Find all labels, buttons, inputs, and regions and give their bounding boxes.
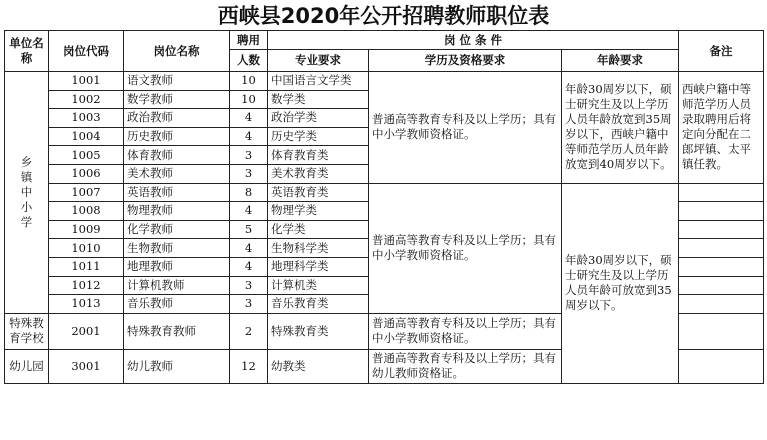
cell-count: 3	[230, 146, 268, 165]
cell-code: 1010	[49, 239, 124, 258]
header-conditions: 岗 位 条 件	[268, 31, 679, 50]
cell-remark-group1: 西峡户籍中等师范学历人员录取聘用后将定向分配在二郎坪镇、太平镇任教。	[679, 72, 764, 184]
cell-edu: 普通高等教育专科及以上学历；具有幼儿教师资格证。	[369, 349, 562, 383]
cell-code: 1004	[49, 127, 124, 146]
cell-major: 历史学类	[268, 127, 369, 146]
cell-code: 1006	[49, 164, 124, 183]
header-row-top	[5, 31, 764, 50]
cell-code: 1003	[49, 109, 124, 128]
cell-name: 体育教师	[124, 146, 230, 165]
cell-remark-empty	[679, 349, 764, 383]
cell-major: 音乐教育类	[268, 295, 369, 314]
cell-name: 化学教师	[124, 220, 230, 239]
cell-count: 4	[230, 127, 268, 146]
cell-major: 体育教育类	[268, 146, 369, 165]
cell-name: 音乐教师	[124, 295, 230, 314]
cell-count: 5	[230, 220, 268, 239]
cell-remark-empty	[679, 183, 764, 202]
header-age: 年龄要求	[562, 50, 679, 72]
cell-major: 生物科学类	[268, 239, 369, 258]
cell-name: 历史教师	[124, 127, 230, 146]
cell-edu: 普通高等教育专科及以上学历；具有中小学教师资格证。	[369, 313, 562, 349]
header-count-bottom: 人数	[230, 50, 268, 72]
cell-code: 1012	[49, 276, 124, 295]
cell-count: 10	[230, 90, 268, 109]
cell-code: 1002	[49, 90, 124, 109]
unit-kindergarten: 幼儿园	[5, 349, 49, 383]
cell-name: 地理教师	[124, 257, 230, 276]
cell-major: 地理科学类	[268, 257, 369, 276]
cell-age-group1: 年龄30周岁以下，硕士研究生及以上学历人员年龄放宽到35周岁以下，西峡户籍中等师范学历人员年龄放宽到40周岁以下。	[562, 72, 679, 184]
cell-name: 生物教师	[124, 239, 230, 258]
cell-age-group2: 年龄30周岁以下，硕士研究生及以上学历人员年龄可放宽到35周岁以下。	[562, 183, 679, 383]
cell-code: 2001	[49, 313, 124, 349]
cell-remark-empty	[679, 276, 764, 295]
cell-major: 政治学类	[268, 109, 369, 128]
cell-count: 4	[230, 202, 268, 221]
cell-remark-empty	[679, 202, 764, 221]
page-title: 西峡县2020年公开招聘教师职位表	[217, 4, 550, 28]
header-edu: 学历及资格要求	[369, 50, 562, 72]
cell-major: 中国语言文学类	[268, 72, 369, 91]
cell-code: 1013	[49, 295, 124, 314]
cell-major: 化学类	[268, 220, 369, 239]
cell-code: 3001	[49, 349, 124, 383]
table-row	[5, 183, 764, 202]
header-code: 岗位代码	[49, 31, 124, 72]
header-major: 专业要求	[268, 50, 369, 72]
cell-code: 1001	[49, 72, 124, 91]
header-name: 岗位名称	[124, 31, 230, 72]
cell-count: 3	[230, 164, 268, 183]
cell-name: 计算机教师	[124, 276, 230, 295]
header-unit: 单位名称	[5, 31, 49, 72]
cell-major: 物理学类	[268, 202, 369, 221]
cell-major: 美术教育类	[268, 164, 369, 183]
cell-major: 特殊教育类	[268, 313, 369, 349]
cell-code: 1008	[49, 202, 124, 221]
cell-code: 1009	[49, 220, 124, 239]
cell-major: 数学类	[268, 90, 369, 109]
cell-code: 1011	[49, 257, 124, 276]
cell-name: 英语教师	[124, 183, 230, 202]
cell-edu-group2: 普通高等教育专科及以上学历；具有中小学教师资格证。	[369, 183, 562, 313]
cell-name: 语文教师	[124, 72, 230, 91]
cell-name: 特殊教育教师	[124, 313, 230, 349]
unit-special: 特殊教育学校	[5, 313, 49, 349]
cell-code: 1005	[49, 146, 124, 165]
cell-major: 计算机类	[268, 276, 369, 295]
cell-name: 物理教师	[124, 202, 230, 221]
cell-count: 10	[230, 72, 268, 91]
header-remark: 备注	[679, 31, 764, 72]
cell-remark-empty	[679, 313, 764, 349]
cell-count: 2	[230, 313, 268, 349]
cell-remark-empty	[679, 220, 764, 239]
cell-code: 1007	[49, 183, 124, 202]
cell-major: 幼教类	[268, 349, 369, 383]
cell-count: 12	[230, 349, 268, 383]
cell-edu-group1: 普通高等教育专科及以上学历；具有中小学教师资格证。	[369, 72, 562, 184]
cell-count: 3	[230, 295, 268, 314]
cell-count: 4	[230, 109, 268, 128]
cell-name: 幼儿教师	[124, 349, 230, 383]
cell-count: 8	[230, 183, 268, 202]
table-row	[5, 72, 764, 91]
cell-count: 3	[230, 276, 268, 295]
positions-table	[4, 30, 764, 384]
header-count-top: 聘用	[230, 31, 268, 50]
cell-remark-empty	[679, 257, 764, 276]
cell-major: 英语教育类	[268, 183, 369, 202]
cell-name: 政治教师	[124, 109, 230, 128]
cell-name: 美术教师	[124, 164, 230, 183]
cell-count: 4	[230, 257, 268, 276]
cell-remark-empty	[679, 239, 764, 258]
cell-count: 4	[230, 239, 268, 258]
cell-remark-empty	[679, 295, 764, 314]
cell-name: 数学教师	[124, 90, 230, 109]
unit-township: 乡 镇 中 小 学	[5, 72, 49, 314]
